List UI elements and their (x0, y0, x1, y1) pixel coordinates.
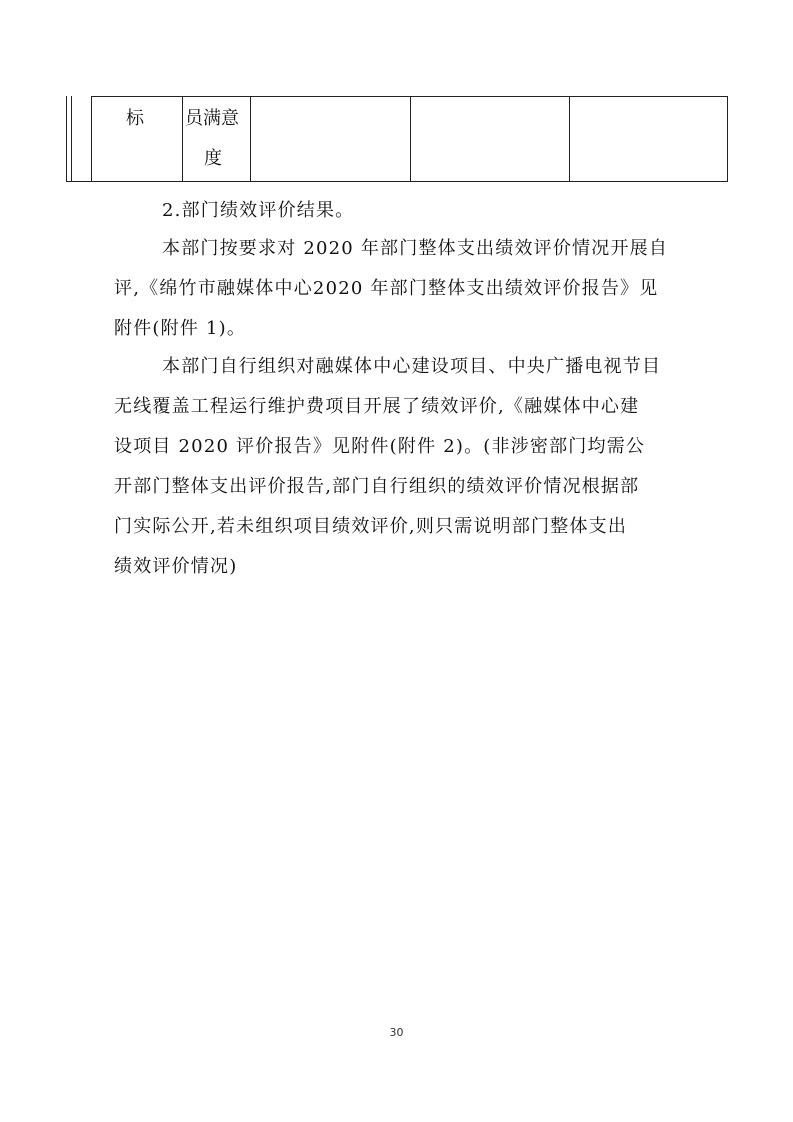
table-col-divider (569, 96, 570, 182)
table-border-left-outer (66, 96, 67, 182)
table-col-divider (182, 96, 183, 182)
paragraph-line: 附件(附件 1)。 (114, 318, 247, 339)
paragraph-line: 评,《绵竹市融媒体中心2020 年部门整体支出绩效评价报告》见 (114, 278, 659, 299)
table-col-divider (250, 96, 251, 182)
table-border-right (727, 96, 728, 182)
paragraph-line: 本部门按要求对 2020 年部门整体支出绩效评价情况开展自 (162, 238, 669, 259)
table-col-divider (410, 96, 411, 182)
paragraph-line: 设项目 2020 评价报告》见附件(附件 2)。(非涉密部门均需公 (114, 436, 646, 457)
paragraph-line: 无线覆盖工程运行维护费项目开展了绩效评价,《融媒体中心建 (114, 396, 640, 417)
table-border-top (91, 96, 728, 97)
section-heading-text: 2.部门绩效评价结果。 (162, 200, 355, 221)
page-number: 30 (389, 1026, 404, 1039)
paragraph-line: 本部门自行组织对融媒体中心建设项目、中央广播电视节目 (162, 356, 662, 377)
table-cell-satisfaction-line1: 员满意 (185, 108, 239, 129)
performance-table-fragment (66, 96, 728, 182)
table-cell-indicator: 标 (126, 108, 144, 129)
paragraph-line: 门实际公开,若未组织项目绩效评价,则只需说明部门整体支出 (114, 516, 628, 537)
paragraph-line: 开部门整体支出评价报告,部门自行组织的绩效评价情况根据部 (114, 476, 640, 497)
table-cell-satisfaction-line2: 度 (204, 148, 222, 169)
table-border-bottom (66, 181, 728, 182)
table-border-left-inner (71, 96, 72, 182)
paragraph-line: 绩效评价情况) (114, 556, 238, 577)
table-col-divider (91, 96, 92, 182)
